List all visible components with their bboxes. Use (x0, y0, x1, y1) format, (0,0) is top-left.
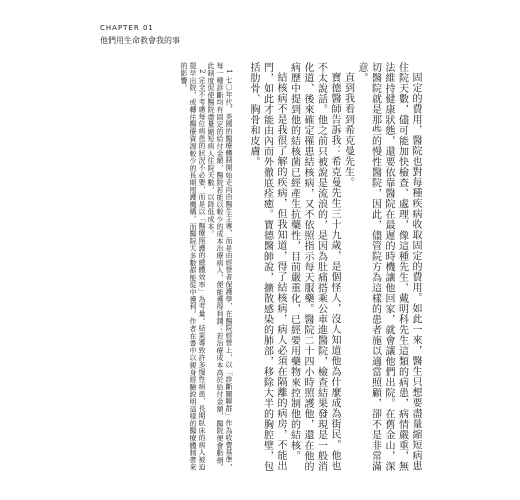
footnotes (179, 62, 233, 472)
paragraph: 寶德醫師告訴我：希克曼先生三十九歲，是個怪人，沒人知道他為什麼成為街民。他也不太說話。他之前只被說是流浪的，是因為肚痛搭乘公車進醫院，檢查結果發現是一般消化道、後來確定罹患結核病，又不依照指示每天服藥。醫院二十四小時照護他，還在他的病歷中提到他的結核菌已經產生抗藥性，目前嚴重化，已經要用藥物來控制他的結核。 (288, 62, 340, 472)
chapter-label: CHAPTER 01 (100, 24, 154, 32)
paragraph: 結核病不是我很了解的疾病，但我知道，得了結核病，病人必須在隔離的病房，不能出門，如此才能由內而外徹底痊癒。寶德醫師說，擴散感染的肺部，移除大半的胸腔壁，包括肋骨、胸骨和皮膚。 (248, 62, 286, 472)
footnote: 2 完全不考慮每位病患的狀況不必要，而是以「醫療照護的總體效率」為考量。結果導致許多慢性病患、長期臥床的病人被迫提早出院，或轉往醫療資源較少的長期照護機構。而醫院大多數都能從中獲利。作者在書中以親身經驗說明這樣的醫療體制帶來的影響。 (180, 62, 206, 471)
paragraph: 固定的費用，醫院也對每種疾病收取固定的費用。如此一來，醫生只想要盡量縮短病患住院天數，儘可能加快檢查、處理，像這種先生、戴明科先生這類的病患，病情嚴重，無法維持健康狀態，還要依靠醫院在最遲的時機讓他回家，就會讓他們出院。在舊金山，深切醫院就是那些的慢性醫院，因此，儘管院方為這樣的患者施以適當照顧，卻不是非常滿意。 (356, 62, 421, 472)
paragraph: 直到我看到希克曼先生。 (342, 72, 354, 188)
footnote: 1 七〇年代，美國的醫療體制開始走向由醫生主導，而是由經營者保護學，在醫院經營上，以「診斷關聯群」作為收費基準，每一種診斷均有固定的給付金額，醫院若能以較少的成本治療病人，便能獲得利潤；若治療成本高於給付金額，醫院便會虧損。此制度促使醫院盡量縮短病人住院天數，以降低成本。 (207, 62, 233, 471)
page-header (100, 24, 180, 46)
chapter-title: 他們用生命救會我的事 (100, 36, 180, 45)
vertical-body-text (100, 62, 422, 472)
